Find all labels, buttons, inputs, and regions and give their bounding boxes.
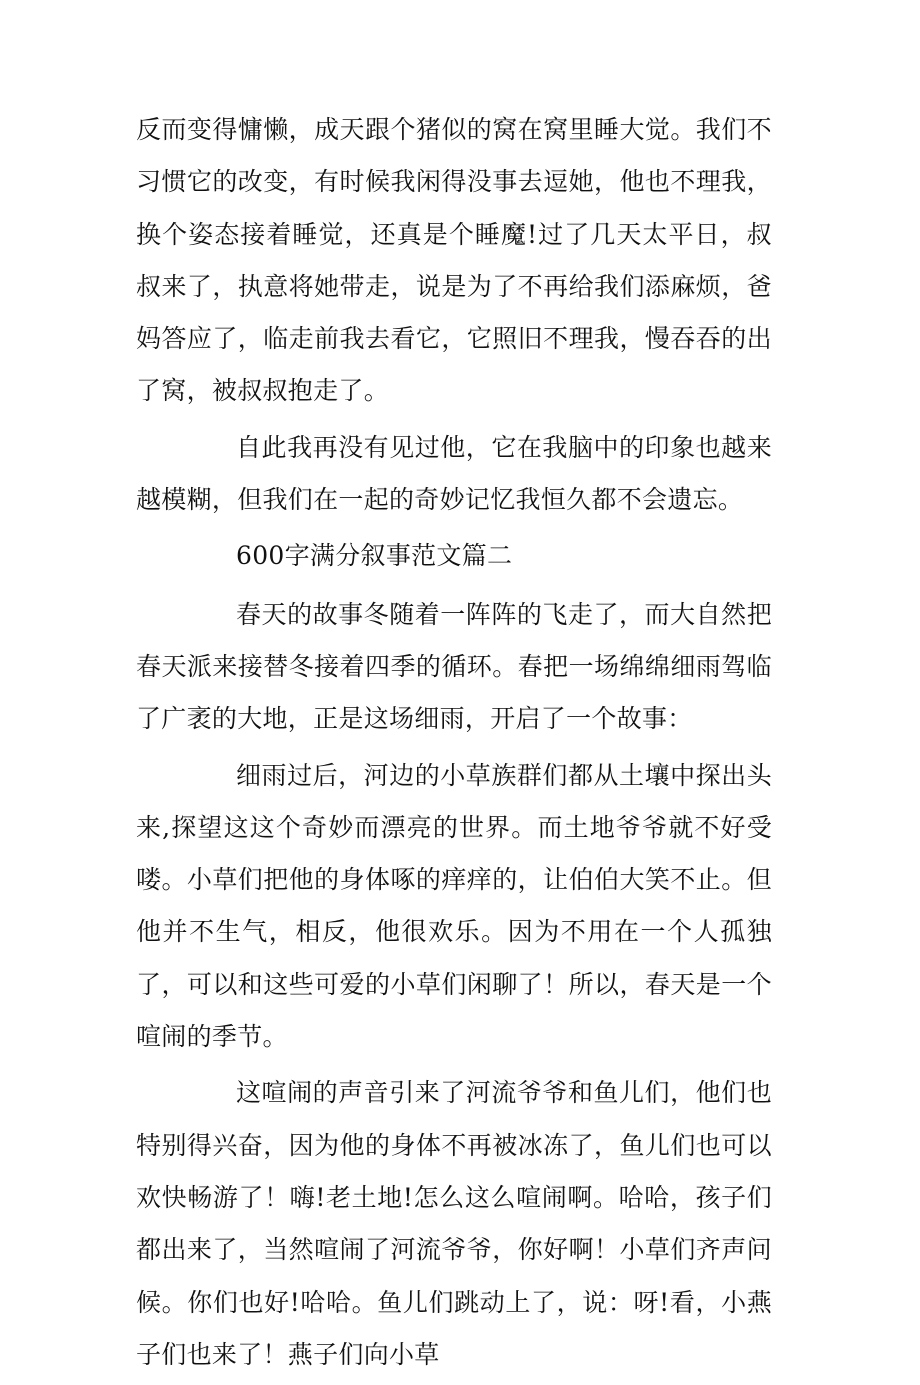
- paragraph-2: 自此我再没有见过他，它在我脑中的印象也越来越模糊，但我们在一起的奇妙记忆我恒久都不会遗忘。: [136, 432, 772, 515]
- paragraph-1: 反而变得慵懒，成天跟个猪似的窝在窝里睡大觉。我们不习惯它的改变，有时候我闲得没事去逗她，他也不理我，换个姿态接着睡觉，还真是个睡魔!过了几天太平日，叔叔来了，执意将她带走，说是为了不再给我们添麻烦，爸妈答应了，临走前我去看它，它照旧不理我，慢吞吞的出了窝，被叔叔抱走了。: [136, 115, 772, 406]
- paragraph-3: 春天的故事冬随着一阵阵的飞走了，而大自然把春天派来接替冬接着四季的循环。春把一场绵绵细雨驾临了广袤的大地，正是这场细雨，开启了一个故事：: [136, 599, 772, 734]
- section-heading: 600字满分叙事范文篇二: [236, 541, 513, 571]
- document-body: [136, 104, 772, 1385]
- paragraph-5: 这喧闹的声音引来了河流爷爷和鱼儿们，他们也特别得兴奋，因为他的身体不再被冰冻了，鱼儿们也可以欢快畅游了！嗨!老土地!怎么这么喧闹啊。哈哈，孩子们都出来了，当然喧闹了河流爷爷，你好啊！小草们齐声问候。你们也好!哈哈。鱼儿们跳动上了，说：呀!看，小燕子们也来了！燕子们向小草: [136, 1078, 772, 1369]
- paragraph-4: 细雨过后，河边的小草族群们都从土壤中探出头来,探望这这个奇妙而漂亮的世界。而土地爷爷就不好受喽。小草们把他的身体啄的痒痒的，让伯伯大笑不止。但他并不生气，相反，他很欢乐。因为不用在一个人孤独了，可以和这些可爱的小草们闲聊了！所以，春天是一个喧闹的季节。: [136, 760, 772, 1052]
